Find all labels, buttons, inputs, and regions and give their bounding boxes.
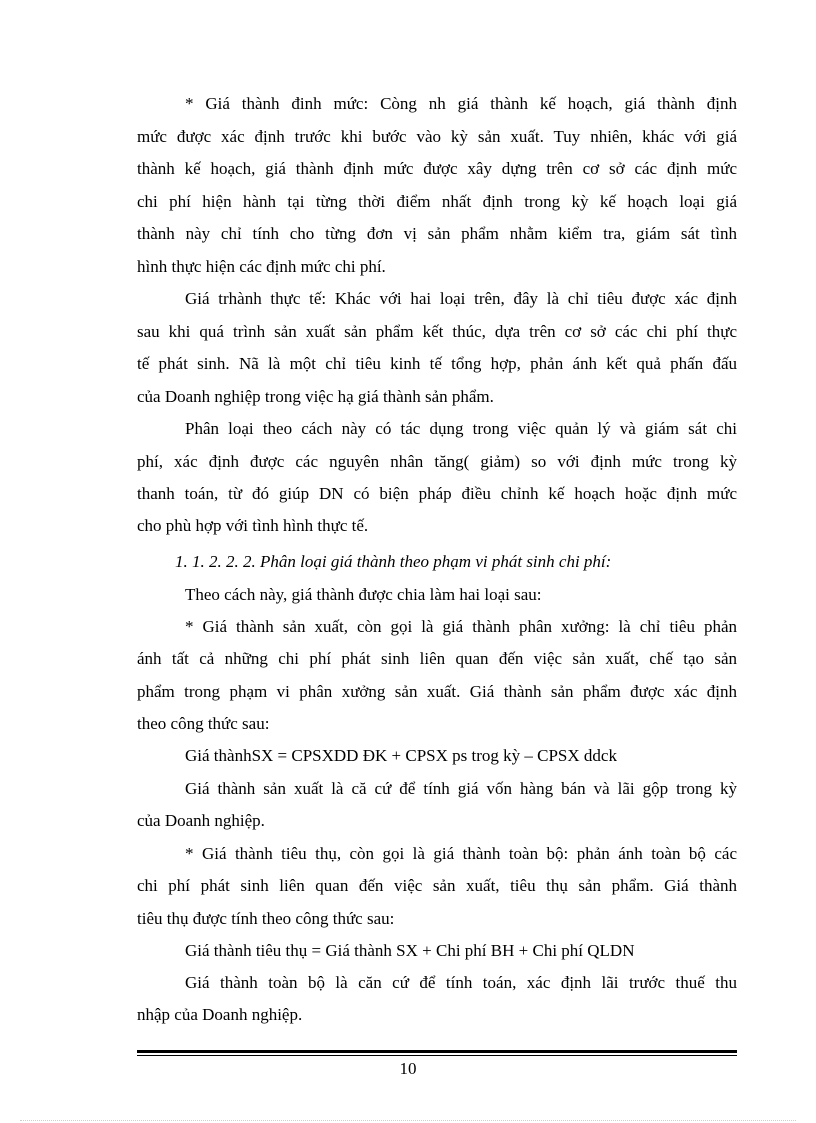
paragraph-line: theo công thức sau: (137, 714, 270, 733)
paragraph-line: Theo cách này, giá thành được chia làm hai loại sau: (185, 585, 542, 604)
formula-line: Giá thànhSX = CPSXDD ĐK + CPSX ps trog kỳ – CPSX ddck (185, 746, 617, 765)
paragraph-line: * Giá thành tiêu thụ, còn gọi là giá thành toàn bộ: phản ánh toàn bộ các (185, 844, 737, 863)
paragraph-line: thành kế hoạch, giá thành định mức được xây dựng trên cơ sở các định mức (137, 159, 737, 178)
paragraph-line: ánh tất cả những chi phí phát sinh liên quan đến việc sản xuất, chế tạo sản (137, 649, 737, 668)
paragraph-line: phẩm trong phạm vi phân xưởng sản xuất. Giá thành sản phẩm được xác định (137, 682, 737, 701)
paragraph-line: tiêu thụ được tính theo công thức sau: (137, 909, 395, 928)
paragraph-line: phí, xác định được các nguyên nhân tăng( giảm) so với định mức trong kỳ (137, 452, 737, 471)
paragraph-line: Phân loại theo cách này có tác dụng trong việc quản lý và giám sát chi (185, 419, 737, 438)
footer-rule-thin (137, 1055, 737, 1056)
paragraph-line: hình thực hiện các định mức chi phí. (137, 257, 386, 276)
paragraph-line: chi phí hiện hành tại từng thời điểm nhất định trong kỳ kế hoạch loại giá (137, 192, 737, 211)
page-edge-dotted-line (20, 1120, 796, 1121)
paragraph-line: thanh toán, từ đó giúp DN có biện pháp điều chỉnh kế hoạch hoặc định mức (137, 484, 737, 503)
paragraph-line: của Doanh nghiệp. (137, 811, 265, 830)
paragraph-line: Giá trhành thực tế: Khác với hai loại trên, đây là chỉ tiêu được xác định (185, 289, 737, 308)
paragraph-line: chi phí phát sinh liên quan đến việc sản xuất, tiêu thụ sản phẩm. Giá thành (137, 876, 737, 895)
paragraph-line: nhập của Doanh nghiệp. (137, 1005, 303, 1024)
paragraph-line: mức được xác định trước khi bước vào kỳ sản xuất. Tuy nhiên, khác với giá (137, 127, 737, 146)
section-heading: 1. 1. 2. 2. 2. Phân loại giá thành theo phạm vi phát sinh chi phí: (175, 552, 612, 571)
paragraph-line: Giá thành toàn bộ là căn cứ để tính toán, xác định lãi trước thuế thu (185, 973, 737, 992)
paragraph-line: * Giá thành sản xuất, còn gọi là giá thành phân xưởng: là chỉ tiêu phản (185, 617, 737, 636)
paragraph-line: * Giá thành đinh mức: Còng nh giá thành kế hoạch, giá thành định (185, 94, 737, 113)
paragraph-line: tế phát sinh. Nã là một chỉ tiêu kinh tế tổng hợp, phản ánh kết quả phấn đấu (137, 354, 737, 373)
paragraph-line: Giá thành sản xuất là că cứ để tính giá vốn hàng bán và lãi gộp trong kỳ (185, 779, 737, 798)
page-number: 10 (399, 1059, 417, 1078)
paragraph-line: cho phù hợp với tình hình thực tế. (137, 516, 369, 535)
paragraph-line: thành này chỉ tính cho từng đơn vị sản phẩm nhằm kiểm tra, giám sát tình (137, 224, 737, 243)
paragraph-line: sau khi quá trình sản xuất sản phẩm kết thúc, dựa trên cơ sở các chi phí thực (137, 322, 737, 341)
paragraph-line: của Doanh nghiệp trong việc hạ giá thành sản phẩm. (137, 387, 494, 406)
footer-rule-thick (137, 1050, 737, 1053)
formula-line: Giá thành tiêu thụ = Giá thành SX + Chi phí BH + Chi phí QLDN (185, 941, 635, 960)
